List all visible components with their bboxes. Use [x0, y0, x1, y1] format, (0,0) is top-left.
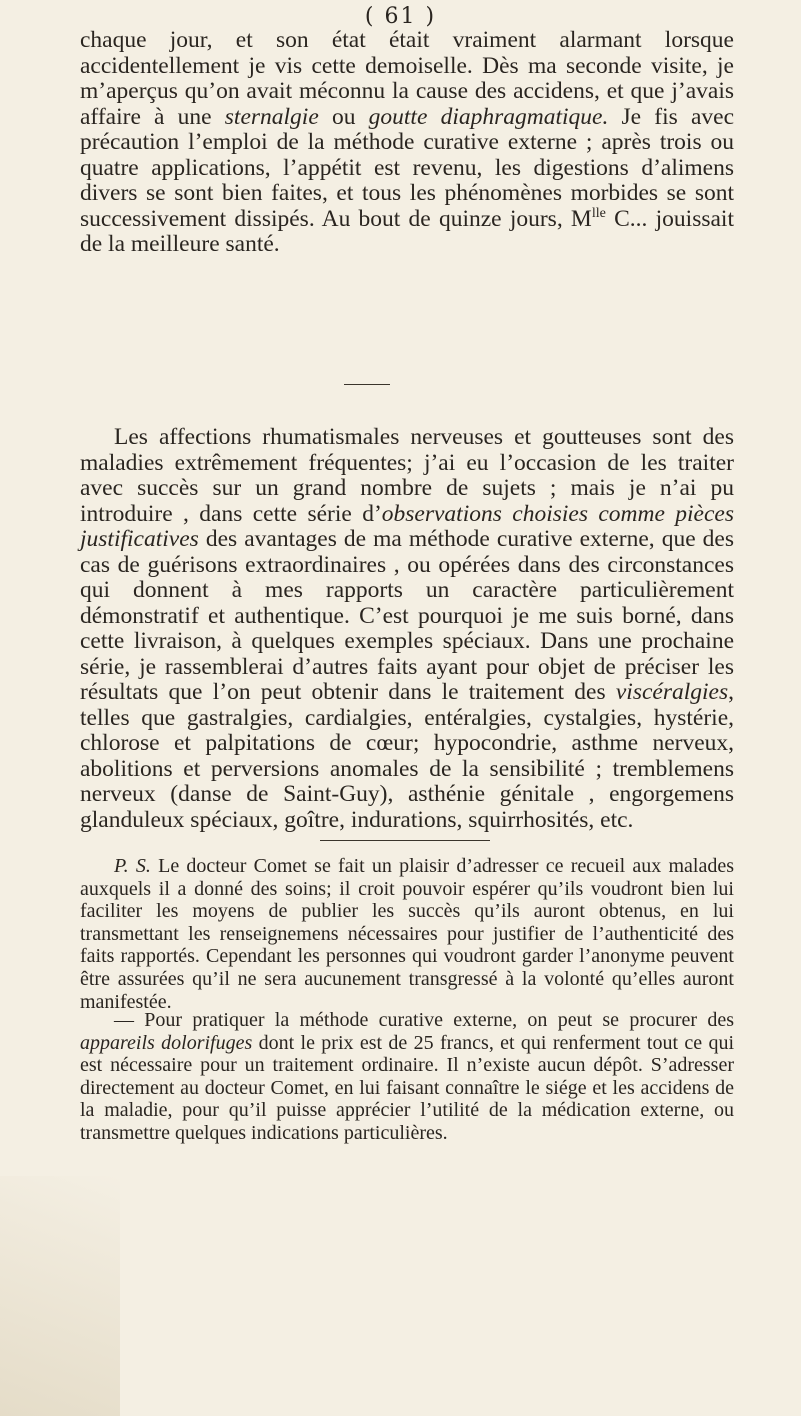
apparatus-note [80, 1009, 734, 1145]
paper-stain [0, 1176, 120, 1416]
italic-text: viscéralgies [615, 679, 729, 705]
text-run: dont le prix est de 25 francs, et qui renferment tout ce qui est nécessaire pour un traitement ordinaire. Il n’existe aucun dépôt. S’adresser directement au docteur Comet, en lui faisant connaître le siége et les accidens de la maladie, pour qu’il puisse apprécier l’utilité de la médication externe, ou transmettre quelques indications particulières. [80, 1031, 735, 1144]
footnote-divider [320, 840, 490, 841]
text-run: chaque jour, et son état était vraiment alarmant lorsque accidentellement je vis cette demoiselle. Dès ma seconde visite, je m’aperçus qu’on avait méconnu la cause des accidens, et que j’avais affaire à une [80, 27, 734, 130]
text-run: Les affections rhumatismales nerveuses et goutteuses sont des maladies extrêmement fréquentes; j’ai eu l’occasion de les traiter avec succès sur un grand nombre de sujets ; mais je n’ai pu introduire , dans cette série d’ [80, 424, 734, 527]
text-run: Je fis avec précaution l’emploi de la méthode curative externe ; après trois ou quatre applications, l’appétit est revenu, les digestions d’alimens divers se sont bien faites, et tous les phénomènes morbides se sont successivement dissipés. Au bout de quinze jours, M [80, 103, 735, 232]
italic-text: observations choisies comme pièces justificatives [80, 500, 734, 552]
text-run: , telles que gastralgies, cardialgies, entéralgies, cystalgies, hystérie, chlorose et palpitations de cœur; hypocondrie, asthme nerveux, abolitions et perversions anomales de la sensibilité ; tremblemens nerveux (danse de Saint-Guy), asthénie génitale , engorgemens glanduleux spéciaux, goître, indurations, squirrhosités, etc. [80, 679, 734, 833]
page-number: ( 61 ) [364, 4, 437, 29]
italic-text: P. S. [114, 855, 151, 877]
paragraph-rheumatic-affections [80, 425, 734, 833]
text-run: — Pour pratiquer la méthode curative externe, on peut se procurer des [114, 1009, 734, 1031]
text-run: des avantages de ma méthode curative externe, que des cas de guérisons extraordinaires , ou opérées dans des circonstances qui donnent à mes rapports un caractère particulièrement démonstratif et authentique. C’est pourquoi je me suis borné, dans cette livraison, à quelques exemples spéciaux. Dans une prochaine série, je rassemblerai d’autres faits ayant pour objet de préciser les résultats que l’on peut obtenir dans le traitement des [80, 526, 734, 705]
paragraph-case-conclusion [80, 28, 734, 258]
text-run: Le docteur Comet se fait un plaisir d’adresser ce recueil aux malades auxquels il a donné des soins; il croit pouvoir espérer qu’ils voudront bien lui faciliter les moyens de publier les succès qu’ils auront obtenus, en lui transmettant les renseignemens nécessaires pour justifier de l’authenticité des faits rapportés. Cependant les personnes qui voudront garder l’anonyme peuvent être assurées qu’il ne sera aucunement transgressé à la volonté qu’elles auront manifestée. [80, 855, 735, 1013]
text-run: C... jouissait de la meilleure santé. [80, 205, 734, 257]
italic-text: sternalgie [224, 103, 319, 130]
text-run: ou [318, 103, 369, 130]
section-divider [344, 384, 390, 385]
italic-text: appareils dolorifuges [80, 1031, 253, 1054]
postscript-note [80, 855, 734, 1013]
italic-text: goutte diaphragmatique. [368, 103, 609, 130]
superscript-text: lle [591, 204, 606, 221]
